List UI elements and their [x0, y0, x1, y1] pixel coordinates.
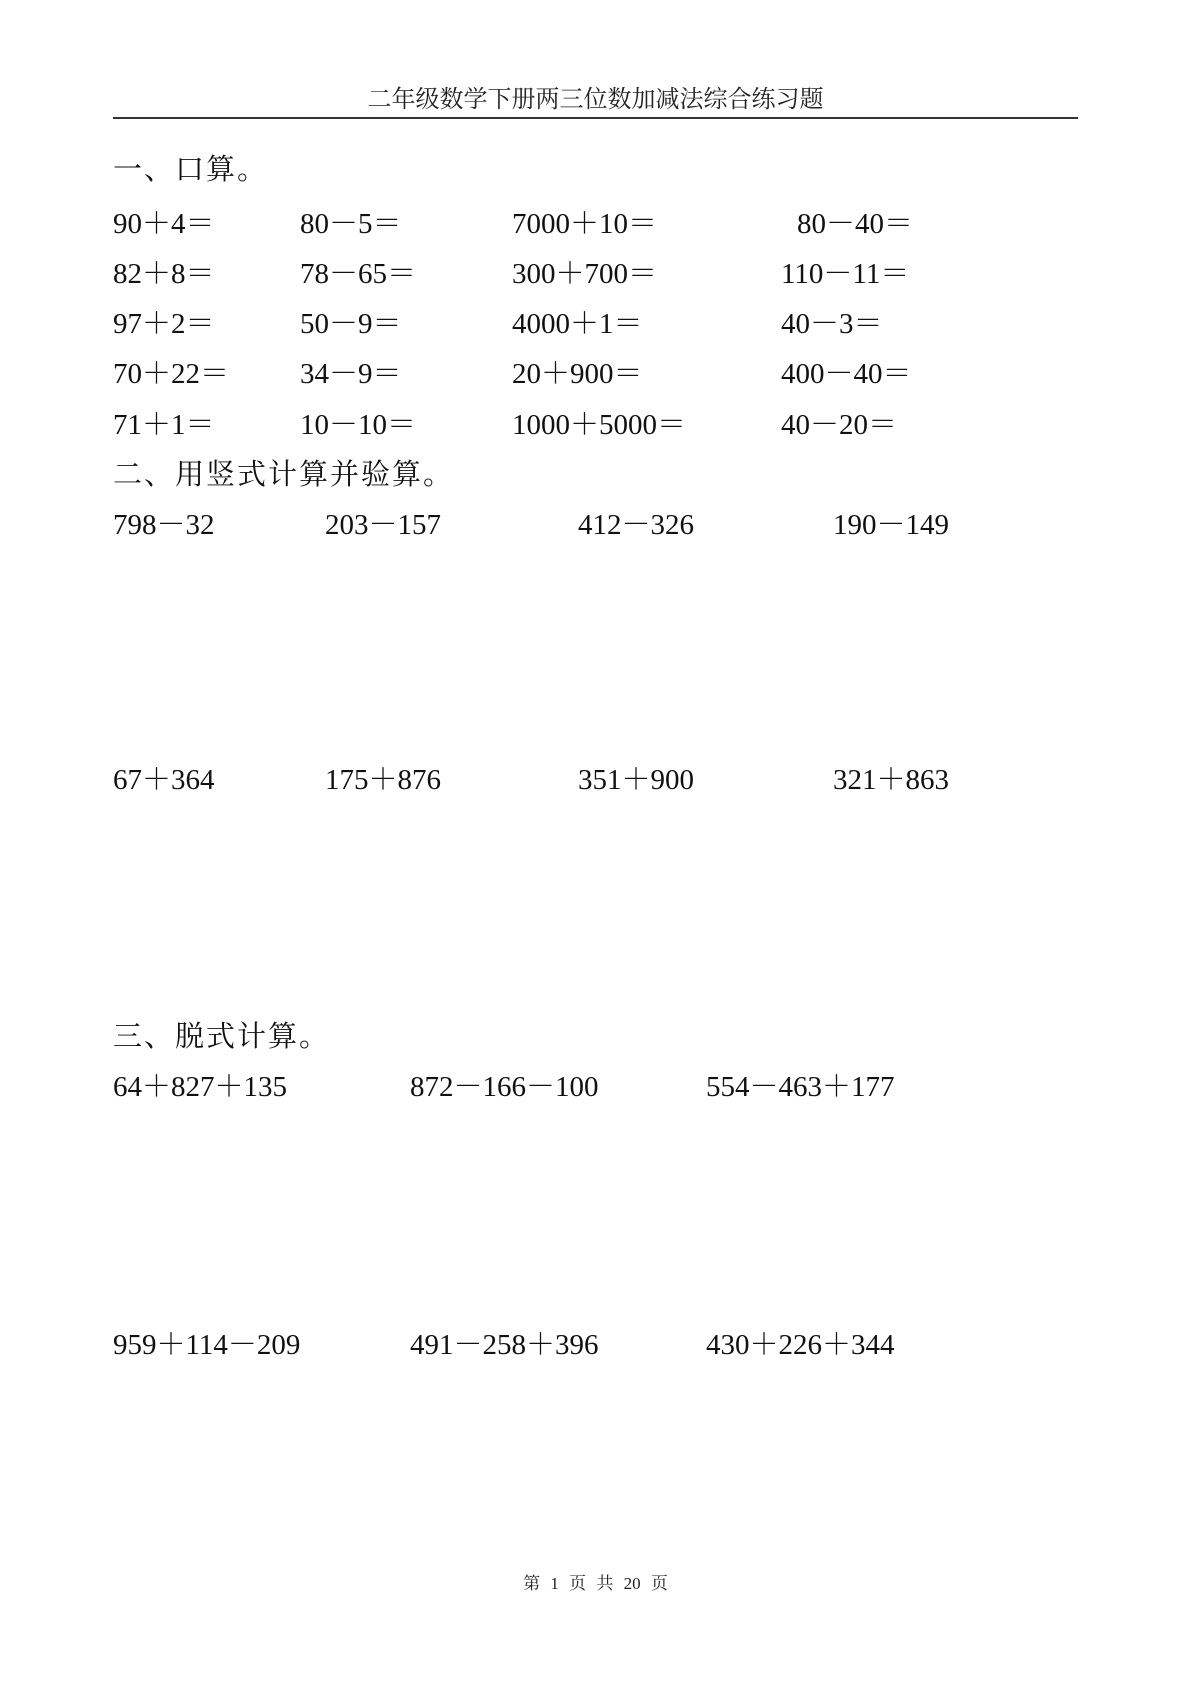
section-title: 三、脱式计算。 [113, 1021, 331, 1053]
header-divider [113, 117, 1078, 119]
problem: 20＋900＝ [512, 358, 643, 390]
problem: 40－20＝ [781, 409, 898, 441]
problem: 78－65＝ [300, 258, 417, 290]
problem: 71＋1＝ [113, 409, 215, 441]
problem: 10－10＝ [300, 409, 417, 441]
problem: 412－326 [578, 509, 695, 541]
problem: 203－157 [325, 509, 442, 541]
section-title: 二、用竖式计算并验算。 [113, 459, 455, 491]
problem: 80－40＝ [797, 208, 914, 240]
problem: 64＋827＋135 [113, 1071, 288, 1103]
problem: 321＋863 [833, 764, 950, 796]
problem: 872－166－100 [410, 1071, 599, 1103]
problem: 400－40＝ [781, 358, 912, 390]
problem: 34－9＝ [300, 358, 402, 390]
problem: 959＋114－209 [113, 1329, 301, 1361]
problem: 7000＋10＝ [512, 208, 658, 240]
problem: 50－9＝ [300, 308, 402, 340]
document-title: 二年级数学下册两三位数加减法综合练习题 [367, 87, 824, 113]
problem: 40－3＝ [781, 308, 883, 340]
problem: 110－11＝ [781, 258, 910, 290]
section-title: 一、口算。 [113, 154, 269, 186]
problem: 1000＋5000＝ [512, 409, 687, 441]
problem: 491－258＋396 [410, 1329, 599, 1361]
problem: 175＋876 [325, 764, 442, 796]
problem: 4000＋1＝ [512, 308, 643, 340]
problem: 70＋22＝ [113, 358, 230, 390]
problem: 554－463＋177 [706, 1071, 895, 1103]
problem: 430＋226＋344 [706, 1329, 895, 1361]
problem: 82＋8＝ [113, 258, 215, 290]
page-number: 第 1 页 共 20 页 [523, 1574, 668, 1593]
problem: 798－32 [113, 509, 215, 541]
problem: 80－5＝ [300, 208, 402, 240]
problem: 97＋2＝ [113, 308, 215, 340]
problem: 90＋4＝ [113, 208, 215, 240]
problem: 351＋900 [578, 764, 695, 796]
problem: 67＋364 [113, 764, 215, 796]
problem: 190－149 [833, 509, 950, 541]
problem: 300＋700＝ [512, 258, 658, 290]
